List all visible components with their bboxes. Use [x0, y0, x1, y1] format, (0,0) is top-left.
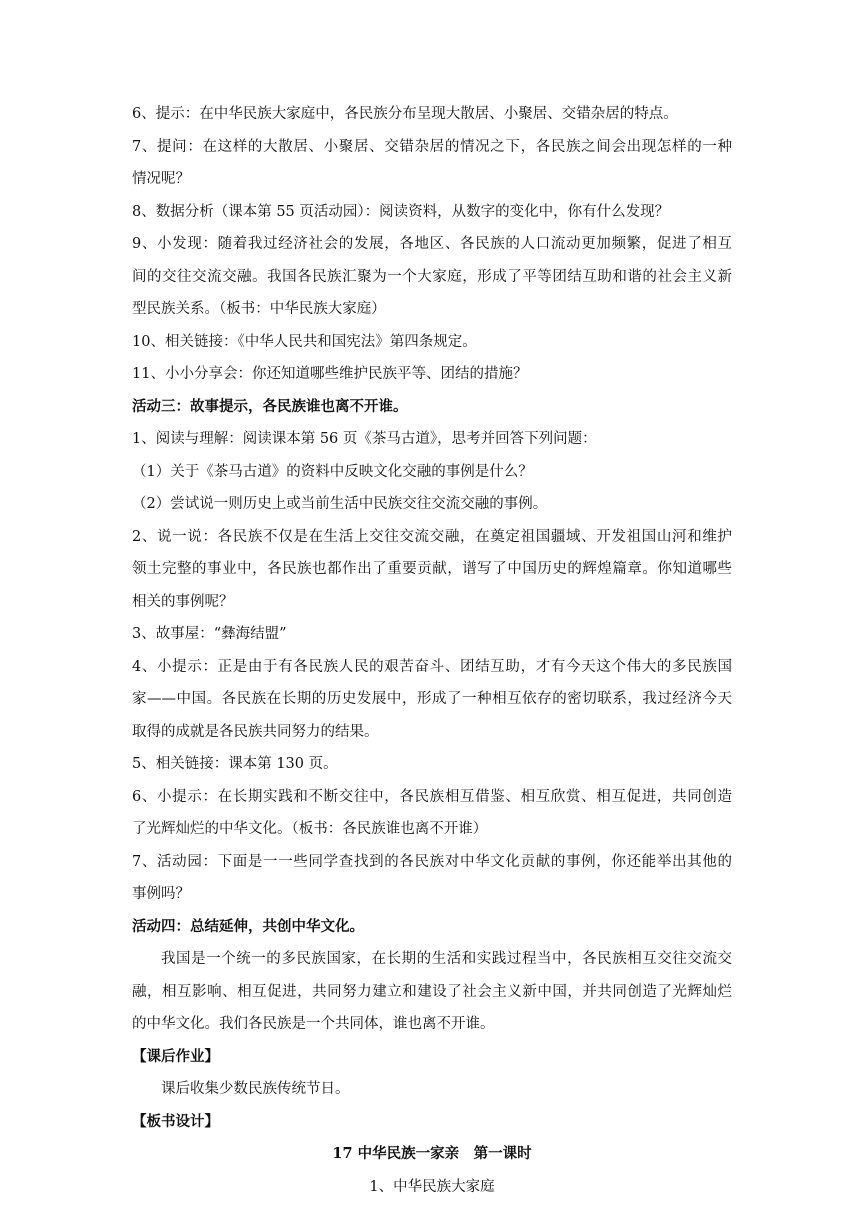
text-line: 2、说一说：各民族不仅是在生活上交往交流交融，在奠定祖国疆域、开发祖国山河和维护	[132, 528, 732, 545]
homework-heading: 【课后作业】	[132, 1047, 219, 1065]
text-line: 间的交往交流交融。我国各民族汇聚为一个大家庭，形成了平等团结互助和谐的社会主义新	[132, 268, 732, 285]
text-line: 7、活动园：下面是一一些同学查找到的各民族对中华文化贡献的事例，你还能举出其他的	[132, 853, 732, 870]
text-line: 1、阅读与理解：阅读课本第 56 页《茶马古道》，思考并回答下列问题：	[132, 431, 597, 447]
text-line: 家——中国。各民族在长期的历史发展中，形成了一种相互依存的密切联系，我过经济今天	[132, 691, 732, 707]
text-line: 9、小发现：随着我过经济社会的发展，各地区、各民族的人口流动更加频繁，促进了相互	[132, 236, 732, 252]
text-line: 11、小小分享会：你还知道哪些维护民族平等、团结的措施？	[132, 366, 528, 382]
text-line: （1）关于《茶马古道》的资料中反映文化交融的事例是什么？	[132, 463, 533, 480]
text-line: 5、相关链接：课本第 130 页。	[132, 756, 338, 772]
text-line: 型民族关系。（板书：中华民族大家庭）	[132, 301, 386, 317]
paragraph-line: 的中华文化。我们各民族是一个共同体，谁也离不开谁。	[132, 1016, 495, 1032]
text-line: （2）尝试说一则历史上或当前生活中民族交往交流交融的事例。	[132, 496, 548, 512]
paragraph-line: 融，相互影响、相互促进，共同努力建立和建设了社会主义新中国，并共同创造了光辉灿烂	[132, 983, 732, 1000]
section-heading: 活动四：总结延伸，共创中华文化。	[132, 917, 364, 935]
section-heading: 活动三：故事提示，各民族谁也离不开谁。	[132, 397, 408, 415]
text-line: 6、提示：在中华民族大家庭中，各民族分布呈现大散居、小聚居、交错杂居的特点。	[132, 106, 678, 122]
text-line: 4、小提示：正是由于有各民族人民的艰苦奋斗、团结互助，才有今天这个伟大的多民族国	[132, 658, 732, 675]
text-line: 情况呢？	[132, 171, 190, 187]
paragraph-line: 我国是一个统一的多民族国家，在长期的生活和实践过程当中，各民族相互交往交流交	[161, 951, 732, 967]
text-line: 领土完整的事业中，各民族也都作出了重要贡献，谱写了中国历史的辉煌篇章。你知道哪些	[132, 561, 732, 577]
board-design-heading: 【板书设计】	[132, 1112, 219, 1130]
text-line: 7、提问：在这样的大散居、小聚居、交错杂居的情况之下，各民族之间会出现怎样的一种	[132, 138, 732, 155]
document-body	[132, 98, 732, 1203]
text-line: 事例吗？	[132, 886, 190, 902]
text-line: 6、小提示：在长期实践和不断交往中，各民族相互借鉴、相互欣赏、相互促进，共同创造	[132, 788, 732, 805]
text-line: 8、数据分析（课本第 55 页活动园）：阅读资料，从数字的变化中，你有什么发现？	[132, 203, 670, 220]
homework-text: 课后收集少数民族传统节日。	[161, 1081, 350, 1097]
board-title: 17 中华民族一家亲 第一课时	[332, 1145, 532, 1162]
board-item: 1、中华民族大家庭	[369, 1178, 495, 1195]
text-line: 了光辉灿烂的中华文化。（板书：各民族谁也离不开谁）	[132, 821, 488, 837]
text-line: 10、相关链接：《中华人民共和国宪法》第四条规定。	[132, 333, 477, 350]
text-line: 取得的成就是各民族共同努力的结果。	[132, 723, 379, 740]
text-line: 相关的事例呢？	[132, 593, 234, 610]
text-line: 3、故事屋：“彝海结盟”	[132, 626, 287, 642]
